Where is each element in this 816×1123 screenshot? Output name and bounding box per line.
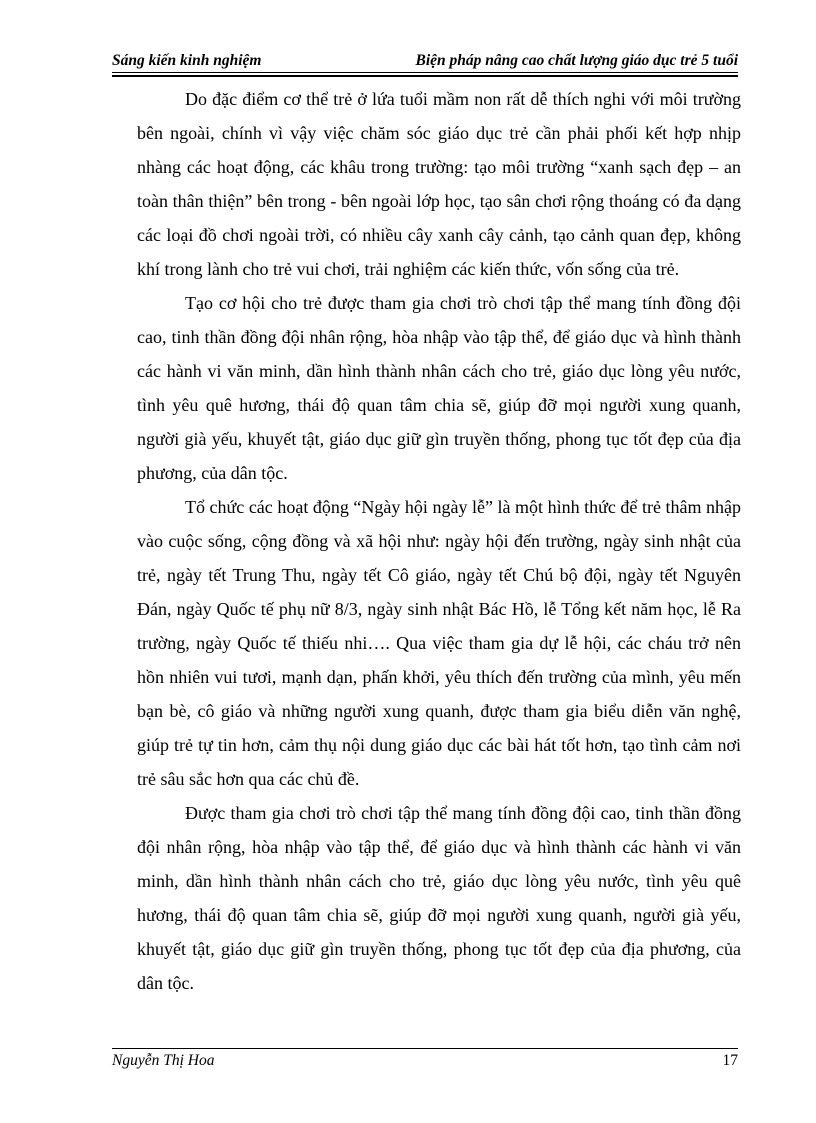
document-body — [137, 82, 741, 1000]
footer-divider — [112, 1048, 738, 1049]
paragraph-3: Tổ chức các hoạt động “Ngày hội ngày lễ” là một hình thức để trẻ thâm nhập vào cuộc sống, cộng đồng và xã hội như: ngày hội đến trường, ngày sinh nhật của trẻ, ngày tết Trung Thu, ngày tết Cô giáo, ngày tết Chú bộ đội, ngày tết Nguyên Đán, ngày Quốc tế phụ nữ 8/3, ngày sinh nhật Bác Hồ, lễ Tổng kết năm học, lễ Ra trường, ngày Quốc tế thiếu nhi…. Qua việc tham gia dự lễ hội, các cháu trở nên hồn nhiên vui tươi, mạnh dạn, phấn khởi, yêu thích đến trường của mình, yêu mến bạn bè, cô giáo và những người xung quanh, được tham gia biểu diễn văn nghệ, giúp trẻ tự tin hơn, cảm thụ nội dung giáo dục các bài hát tốt hơn, tạo tình cảm nơi trẻ sâu sắc hơn qua các chủ đề. — [137, 497, 741, 789]
paragraph-4: Được tham gia chơi trò chơi tập thể mang tính đồng đội cao, tinh thần đồng đội nhân rộng, hòa nhập vào tập thể, để giáo dục và hình thành các hành vi văn minh, dần hình thành nhân cách cho trẻ, giáo dục lòng yêu nước, tình yêu quê hương, thái độ quan tâm chia sẽ, giúp đỡ mọi người xung quanh, người già yếu, khuyết tật, giáo dục giữ gìn truyền thống, phong tục tốt đẹp của địa phương, của dân tộc. — [137, 803, 741, 993]
page-header — [112, 52, 738, 74]
page-footer — [112, 1052, 738, 1076]
paragraph-2: Tạo cơ hội cho trẻ được tham gia chơi trò chơi tập thể mang tính đồng đội cao, tinh thần đồng đội nhân rộng, hòa nhập vào tập thể, để giáo dục và hình thành các hành vi văn minh, dần hình thành nhân cách cho trẻ, giáo dục lòng yêu nước, tình yêu quê hương, thái độ quan tâm chia sẽ, giúp đỡ mọi người xung quanh, người già yếu, khuyết tật, giáo dục giữ gìn truyền thống, phong tục tốt đẹp của địa phương, của dân tộc. — [137, 293, 741, 483]
page-number: 17 — [722, 1052, 738, 1069]
paragraph-1: Do đặc điểm cơ thể trẻ ở lứa tuổi mầm non rất dễ thích nghi với môi trường bên ngoài, chính vì vậy việc chăm sóc giáo dục trẻ cần phải phối kết hợp nhịp nhàng các hoạt động, các khâu trong trường: tạo môi trường “xanh sạch đẹp – an toàn thân thiện” bên trong - bên ngoài lớp học, tạo sân chơi rộng thoáng có đa dạng các loại đồ chơi ngoài trời, có nhiều cây xanh cây cảnh, tạo cảnh quan đẹp, không khí trong lành cho trẻ vui chơi, trải nghiệm các kiến thức, vốn sống của trẻ. — [137, 89, 741, 279]
header-title-left: Sáng kiến kinh nghiệm — [112, 52, 262, 69]
header-divider-thick — [112, 75, 738, 77]
header-divider — [112, 72, 738, 73]
header-title-right: Biện pháp nâng cao chất lượng giáo dục trẻ 5 tuổi — [415, 52, 738, 69]
footer-author: Nguyễn Thị Hoa — [112, 1052, 215, 1069]
